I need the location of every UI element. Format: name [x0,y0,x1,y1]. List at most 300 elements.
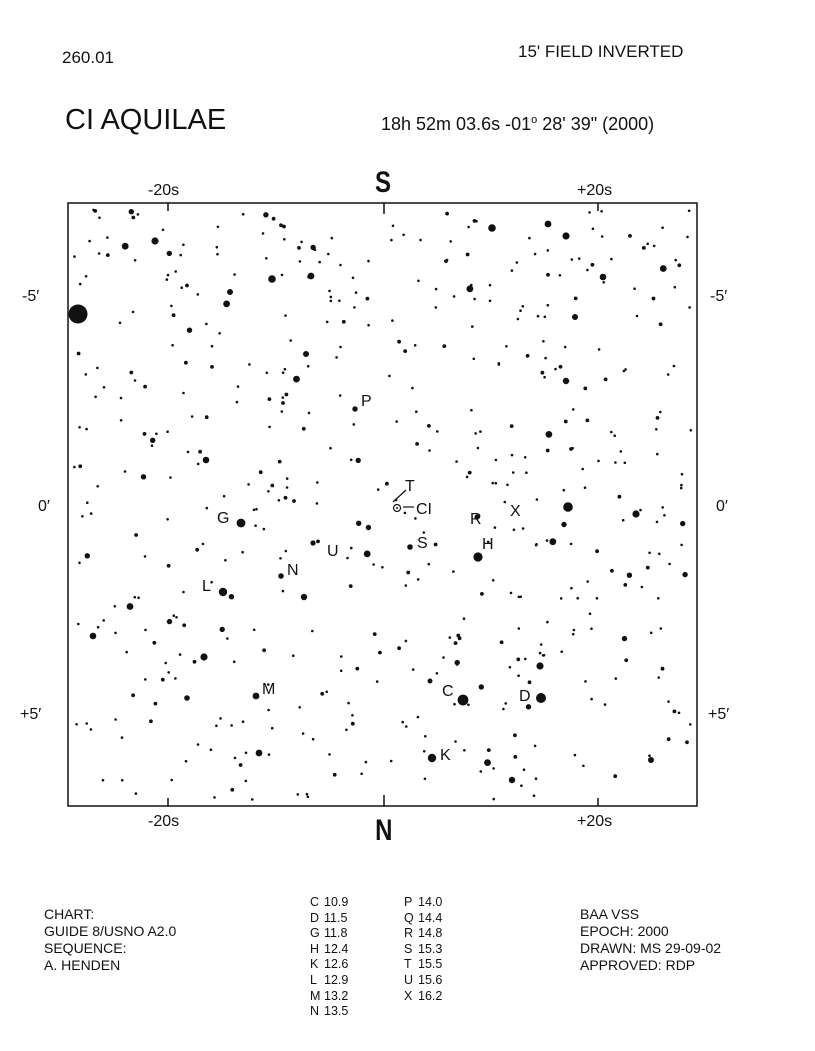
field-star [306,793,309,796]
field-star [570,543,573,546]
field-star [504,702,507,705]
field-star [202,543,205,546]
field-star [544,316,547,319]
sequence-table-col1 [310,895,348,1020]
field-star [560,650,563,653]
field-star [169,476,172,479]
field-star [182,591,185,594]
field-star [173,614,176,617]
field-star [623,370,626,373]
bright-star [536,693,546,703]
field-star [85,553,90,558]
field-star [473,298,476,301]
field-star [417,716,420,719]
field-star [356,521,361,526]
sequence-row: D 11.5 [310,910,348,925]
field-star [254,524,257,527]
field-star [333,773,337,777]
field-star [581,468,584,471]
field-star [328,753,331,756]
field-star [134,379,137,382]
field-star [241,551,244,554]
field-star [667,700,670,703]
field-star [195,548,199,552]
field-star [512,471,515,474]
field-star [546,449,550,453]
field-star [584,680,587,683]
field-star [404,512,407,515]
field-star [492,579,495,582]
field-star [171,344,174,347]
field-star [388,375,391,378]
field-star [167,251,172,256]
sequence-row: N 13.5 [310,1004,349,1019]
field-star [366,554,369,557]
field-star [182,623,186,627]
field-star [230,788,234,792]
field-star [308,412,311,415]
field-star [114,718,117,721]
field-star [263,528,266,531]
field-star [618,495,622,499]
field-star [428,563,431,566]
field-star [628,234,632,238]
field-star [78,562,81,565]
field-star [524,456,527,459]
field-star [534,745,537,748]
field-star [94,396,97,399]
field-star [267,490,270,493]
field-star [623,583,627,587]
field-star [103,386,106,389]
field-star [96,367,99,370]
field-star [312,738,315,741]
field-star [677,263,681,267]
field-star [454,641,458,645]
field-star [516,658,520,662]
field-star [167,671,170,674]
field-star [127,603,134,610]
field-star [215,725,218,728]
field-star [405,584,408,587]
field-star [405,725,408,728]
field-star [546,621,549,624]
field-star [77,352,81,356]
field-star [681,473,684,476]
field-star [155,433,158,436]
field-star [498,363,501,366]
field-star [657,597,660,600]
field-star [480,592,484,596]
bright-star [151,237,158,244]
field-star [237,385,240,388]
field-star [307,796,310,799]
field-star [533,794,536,797]
field-star [376,680,379,683]
field-star [598,348,601,351]
field-star [689,723,692,726]
field-star [247,483,250,486]
field-star [300,241,303,244]
field-star [134,259,137,262]
field-star [385,482,389,486]
field-star [297,793,300,796]
field-star [506,484,509,487]
field-star [519,596,522,599]
label-D: D [519,688,531,705]
sequence-stars [69,224,655,783]
field-star [442,656,445,659]
field-star [470,409,473,412]
bright-star [310,540,315,545]
field-star [180,286,183,289]
field-star [455,660,460,665]
label-R: R [470,511,482,528]
field-star [571,447,574,450]
field-star [453,703,456,706]
bright-star [509,777,515,783]
field-star [663,514,666,517]
bright-star [632,510,639,517]
field-star [355,667,359,671]
field-star [592,228,595,231]
field-star [494,526,497,529]
field-star [602,281,605,284]
field-star [595,549,599,553]
field-star [350,547,353,550]
field-star [73,255,76,258]
field-star [411,387,414,390]
bright-star [458,695,469,706]
field-star [686,236,689,239]
field-star [405,640,408,643]
field-star [339,346,342,349]
field-star [114,605,117,608]
sequence-row: S 15.3 [404,941,443,956]
field-star [428,449,431,452]
field-star [449,240,452,243]
field-star [403,349,407,353]
bright-star [237,519,246,528]
field-star [125,651,128,654]
field-star [81,515,84,518]
bright-star [563,378,569,384]
field-star [236,401,239,404]
field-star [578,257,581,260]
field-star [349,584,353,588]
field-star [560,597,563,600]
field-star [172,313,176,317]
sequence-row: U 15.6 [404,972,443,987]
field-star [500,640,504,644]
field-star [248,363,251,366]
field-star [518,627,521,630]
field-star [331,237,334,240]
field-star [144,678,147,681]
field-star [302,732,305,735]
field-star [554,368,557,371]
field-star [586,419,590,423]
field-star [446,259,449,262]
field-star [639,509,642,512]
field-star [205,415,209,419]
field-star [282,396,285,399]
field-star [415,442,419,446]
field-star [272,217,276,221]
field-star [187,328,192,333]
field-star [144,629,147,632]
field-star [680,521,685,526]
field-star [325,691,328,694]
field-star [141,474,146,479]
field-star [143,385,147,389]
field-star [489,300,492,303]
field-star [167,274,170,277]
field-star [286,486,289,489]
info-line: DRAWN: MS 29-09-02 [580,940,722,956]
field-star [534,253,537,256]
ra-tick-bottom-minus: -20s [148,813,180,830]
field-star [648,552,651,555]
field-star [292,499,296,503]
field-star [445,212,449,216]
field-star [106,236,109,239]
field-star [366,525,371,530]
field-star [546,431,553,438]
bright-star [184,695,190,701]
field-star [286,477,289,480]
field-star [245,780,248,783]
sequence-row: K 12.6 [310,957,349,972]
field-star [559,365,563,369]
field-star [646,566,650,570]
field-star [412,668,415,671]
field-star [477,447,480,450]
field-star [340,655,343,658]
field-star [285,550,288,553]
field-note: 15' FIELD INVERTED [518,42,684,61]
field-star [151,444,154,447]
field-star [456,634,460,638]
field-star [591,263,595,267]
bright-star [563,502,573,512]
field-star [584,486,587,489]
bright-star [648,757,654,763]
label-T: T [405,478,415,495]
field-star [474,432,477,435]
field-star [583,387,587,391]
field-star [574,754,577,757]
bright-star [488,224,496,232]
field-star [513,529,516,532]
sequence-row: P 14.0 [404,895,443,909]
field-star [390,239,393,242]
field-star [563,489,566,492]
field-star [175,616,178,619]
sequence-row: M 13.2 [310,988,349,1003]
field-star [682,572,687,577]
bright-star [303,351,309,357]
field-star [98,216,101,219]
field-star [406,571,410,575]
chart-frame [68,203,697,806]
field-star [641,586,644,589]
field-star [427,424,431,428]
field-star [328,290,331,293]
observer-info [580,906,721,974]
bright-star [200,653,207,660]
field-star [540,643,543,646]
field-star [166,278,169,281]
field-star [659,322,663,326]
field-star [604,703,607,706]
field-star [373,632,377,636]
field-star [297,246,301,250]
field-star [262,232,265,235]
field-star [114,632,117,635]
field-star [342,320,346,324]
field-star [661,506,664,509]
credit-line: A. HENDEN [44,957,121,973]
field-star [667,373,670,376]
field-star [673,365,676,368]
label-M: M [262,681,276,698]
field-star [124,470,127,473]
field-star [392,225,395,228]
field-star [535,777,538,780]
field-star [135,792,138,795]
field-star [351,722,355,726]
field-star [539,652,542,655]
field-star [132,311,135,314]
field-star [134,533,138,537]
field-star [281,274,284,277]
field-star [570,587,573,590]
field-star [266,372,269,375]
bright-star [278,573,284,579]
field-star [546,273,550,277]
field-star [397,340,401,344]
field-star [216,253,219,256]
field-star [576,597,579,600]
bright-star [473,552,482,561]
field-star [78,464,82,468]
field-star [245,752,248,755]
field-star [561,522,566,527]
field-star [120,419,123,422]
field-star [350,459,353,462]
field-star [262,648,266,652]
field-star [90,728,93,731]
field-star [224,559,227,562]
field-star [624,658,628,662]
field-star [510,592,513,595]
field-star [259,470,263,474]
ra-tick-top-plus: +20s [577,182,613,199]
field-star [467,226,470,229]
field-star [234,757,237,760]
field-star [622,636,627,641]
field-star [495,459,498,462]
field-star [479,430,482,433]
field-star [96,485,99,488]
right-ascension: 18h 52m 03.6s [381,114,501,134]
field-star [174,270,177,273]
field-star [285,393,289,397]
sequence-row: T 15.5 [404,957,443,972]
field-star [229,594,234,599]
field-star [284,314,287,317]
bright-star [90,633,97,640]
field-star [535,544,538,547]
field-star [536,498,539,501]
field-star [620,450,623,453]
field-star [615,677,618,680]
field-star [417,280,420,283]
field-star [610,258,613,261]
info-line: EPOCH: 2000 [580,923,669,939]
label-S: S [417,535,428,552]
label-N: N [287,562,299,579]
field-star [549,538,556,545]
field-star [378,651,382,655]
field-star [455,460,458,463]
field-star [182,244,185,247]
field-star [102,619,105,622]
field-star [233,660,236,663]
field-star [442,344,446,348]
field-star [220,627,225,632]
field-star [161,678,165,682]
info-line: APPROVED: RDP [580,957,696,973]
field-star [559,274,562,277]
ra-tick-bottom-plus: +20s [577,813,613,830]
field-star [197,743,200,746]
field-star [528,237,531,240]
field-star [610,431,613,434]
label-X: X [510,503,521,520]
field-star [129,371,133,375]
field-star [487,748,491,752]
field-star [197,293,200,296]
field-star [424,778,427,781]
field-star [78,426,81,429]
field-star [588,211,591,214]
sequence-row: G 11.8 [310,926,348,941]
field-star [546,539,549,542]
field-star [545,221,552,228]
field-star [73,466,76,469]
field-star [417,578,420,581]
field-star [218,332,221,335]
field-star [660,265,667,272]
field-star [633,287,636,290]
sequence-row: H 12.4 [310,941,349,956]
field-star [586,580,589,583]
field-star [217,226,220,229]
field-star [166,430,169,433]
field-star [120,397,123,400]
field-star [230,724,233,727]
field-star [162,229,165,232]
field-star [166,518,169,521]
field-star [511,269,514,272]
field-star [517,674,520,677]
field-star [310,245,315,250]
field-star [614,461,617,464]
field-star [661,667,665,671]
variable-label: CI [416,501,432,518]
